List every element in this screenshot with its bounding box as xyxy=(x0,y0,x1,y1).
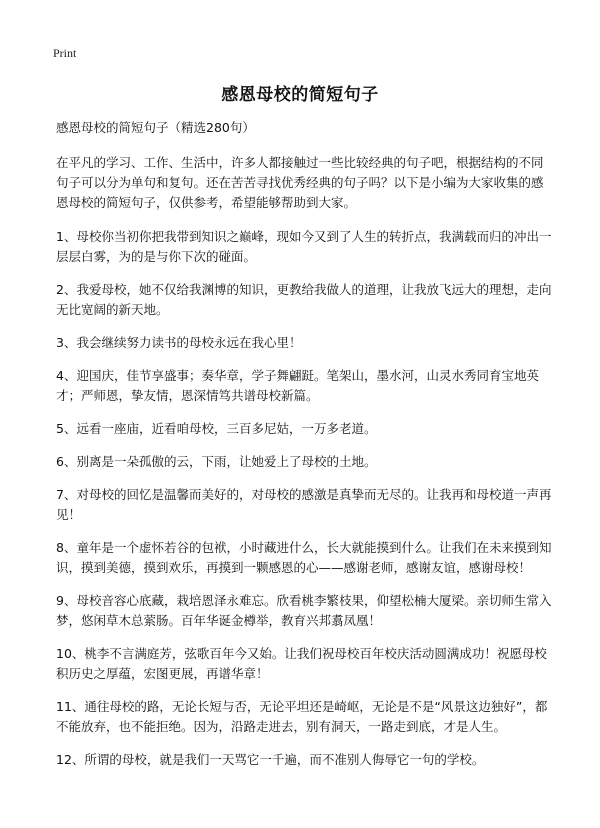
sentence-item: 7、对母校的回忆是温馨而美好的，对母校的感激是真挚而无尽的。让我再和母校道一声再见！ xyxy=(56,487,552,522)
document-body xyxy=(56,118,554,783)
print-link[interactable]: Print xyxy=(53,46,77,60)
sentence-item: 5、远看一座庙，近看咱母校，三百多尼姑，一万多老道。 xyxy=(56,421,377,436)
sentence-item: 6、别离是一朵孤傲的云，下雨，让她爱上了母校的土地。 xyxy=(56,454,377,469)
sentence-item: 1、母校你当初你把我带到知识之巅峰，现如今又到了人生的转折点，我满载而归的冲出一层层白雾，为的是与你下次的碰面。 xyxy=(56,229,552,264)
sentence-item: 10、桃李不言满庭芳，弦歌百年今又始。让我们祝母校百年校庆活动圆满成功！祝愿母校积历史之厚蕴，宏图更展，再谱华章！ xyxy=(56,646,547,681)
intro-paragraph: 在平凡的学习、工作、生活中，许多人都接触过一些比较经典的句子吧，根据结构的不同句子可以分为单句和复句。还在苦苦寻找优秀经典的句子吗？以下是小编为大家收集的感恩母校的简短句子，仅供参考，希望能够帮助到大家。 xyxy=(56,155,544,210)
sentence-item: 2、我爱母校，她不仅给我渊博的知识，更教给我做人的道理，让我放飞远大的理想，走向无比宽阔的新天地。 xyxy=(56,282,552,317)
sentence-item: 3、我会继续努力读书的母校永远在我心里！ xyxy=(56,335,302,350)
sentence-item: 9、母校音容心底藏，栽培恩泽永难忘。欣看桃李繁枝果，仰望松楠大厦梁。亲切师生常入梦，悠闲草木总萦肠。百年华诞金樽举，教育兴邦翥凤凰！ xyxy=(56,593,552,628)
page-title: 感恩母校的简短句子 xyxy=(221,85,379,105)
sentence-item: 4、迎国庆，佳节享盛事；奏华章，学子舞翩跹。笔架山，墨水河，山灵水秀同育宝地英才；严师恩，挚友情，恩深情笃共谱母校新篇。 xyxy=(56,368,539,403)
sentence-item: 8、童年是一个虚怀若谷的包袱，小时藏进什么，长大就能摸到什么。让我们在未来摸到知识，摸到美德，摸到欢乐，再摸到一颗感恩的心——感谢老师，感谢友谊，感谢母校！ xyxy=(56,540,552,575)
sentence-item: 12、所谓的母校，就是我们一天骂它一千遍，而不准别人侮辱它一句的学校。 xyxy=(56,752,485,767)
document-subtitle: 感恩母校的简短句子（精选280句） xyxy=(56,120,255,135)
sentence-item: 11、通往母校的路，无论长短与否，无论平坦还是崎岖，无论是不是“风景这边独好”，都不能放弃，也不能拒绝。因为，沿路走进去，别有洞天，一路走到底，才是人生。 xyxy=(56,699,548,734)
